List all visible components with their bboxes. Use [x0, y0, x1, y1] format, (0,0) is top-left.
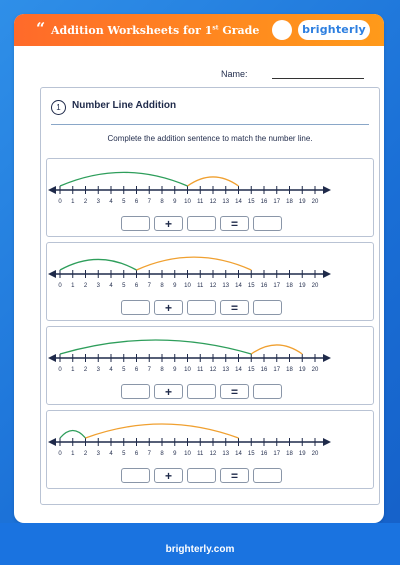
tick-label: 10 — [184, 283, 191, 289]
tick-label: 5 — [122, 283, 126, 289]
tick-label: 20 — [311, 283, 319, 289]
addend-2-input[interactable] — [187, 300, 216, 315]
tick-label: 7 — [147, 367, 151, 373]
tick-label: 1 — [71, 451, 75, 457]
right-arrow-icon — [323, 438, 331, 446]
problem-1 — [46, 158, 374, 237]
tick-label: 13 — [222, 367, 230, 373]
problem-2 — [46, 242, 374, 321]
tick-label: 0 — [58, 451, 62, 457]
tick-label: 7 — [147, 451, 151, 457]
left-arrow-icon — [48, 270, 56, 278]
worksheet-header — [14, 14, 384, 46]
equation-row — [121, 216, 321, 232]
tick-label: 19 — [298, 367, 306, 373]
name-label: Name: — [221, 69, 248, 79]
first-jump-arc — [60, 430, 86, 438]
tick-label: 20 — [311, 367, 319, 373]
tick-label: 6 — [134, 283, 139, 289]
tick-label: 3 — [96, 199, 100, 205]
equation-row — [121, 300, 321, 316]
second-jump-arc — [137, 257, 252, 270]
tick-label: 17 — [273, 283, 281, 289]
title-ordinal: st — [212, 24, 219, 32]
tick-label: 9 — [173, 367, 177, 373]
tick-label: 3 — [96, 367, 100, 373]
tick-label: 10 — [184, 199, 191, 205]
addend-2-input[interactable] — [187, 384, 216, 399]
tick-label: 15 — [247, 367, 255, 373]
tick-label: 17 — [273, 199, 281, 205]
tick-label: 16 — [260, 367, 268, 373]
sum-input[interactable] — [253, 216, 282, 231]
brand-logo: brighterly — [298, 20, 370, 40]
quote-icon: “ — [36, 19, 46, 38]
tick-label: 11 — [197, 283, 204, 289]
footer-link[interactable]: brighterly.com — [165, 544, 235, 555]
tick-label: 12 — [209, 199, 217, 205]
second-jump-arc — [86, 424, 239, 438]
section-divider — [51, 124, 369, 125]
title-end: Grade — [218, 24, 260, 37]
worksheet-page — [14, 14, 384, 523]
right-arrow-icon — [323, 270, 331, 278]
tick-label: 16 — [260, 283, 268, 289]
equals-sign: = — [220, 300, 249, 315]
right-arrow-icon — [323, 354, 331, 362]
tick-label: 18 — [286, 451, 293, 457]
header-circle-decoration — [272, 20, 292, 40]
second-jump-arc — [188, 177, 239, 186]
tick-label: 1 — [71, 283, 75, 289]
worksheet-title — [51, 24, 259, 37]
plus-sign: + — [154, 300, 183, 315]
tick-label: 9 — [173, 199, 177, 205]
title-main: Addition Worksheets for 1 — [51, 24, 213, 37]
left-arrow-icon — [48, 354, 56, 362]
tick-label: 2 — [83, 367, 88, 373]
tick-label: 4 — [109, 283, 113, 289]
tick-label: 19 — [298, 451, 306, 457]
tick-label: 0 — [58, 283, 62, 289]
tick-label: 6 — [134, 451, 139, 457]
exercise-panel — [40, 87, 380, 505]
section-title: Number Line Addition — [72, 100, 177, 111]
sum-input[interactable] — [253, 468, 282, 483]
number-line-2 — [47, 243, 375, 293]
tick-label: 1 — [71, 199, 75, 205]
tick-label: 8 — [160, 367, 164, 373]
tick-label: 5 — [122, 451, 126, 457]
equals-sign: = — [220, 216, 249, 231]
tick-label: 17 — [273, 451, 281, 457]
tick-label: 14 — [235, 367, 242, 373]
tick-label: 15 — [247, 451, 255, 457]
tick-label: 8 — [160, 283, 164, 289]
tick-label: 4 — [109, 199, 113, 205]
tick-label: 9 — [173, 451, 177, 457]
tick-label: 7 — [147, 199, 151, 205]
tick-label: 4 — [109, 451, 113, 457]
name-field[interactable] — [272, 78, 364, 79]
right-arrow-icon — [323, 186, 331, 194]
tick-label: 2 — [83, 451, 88, 457]
equation-row — [121, 468, 321, 484]
tick-label: 15 — [247, 283, 255, 289]
tick-label: 15 — [247, 199, 255, 205]
instructions-text: Complete the addition sentence to match the number line. — [107, 134, 313, 143]
tick-label: 18 — [286, 199, 293, 205]
tick-label: 1 — [71, 367, 75, 373]
section-number: 1 — [51, 100, 66, 115]
tick-label: 14 — [235, 283, 242, 289]
tick-label: 0 — [58, 199, 62, 205]
equals-sign: = — [220, 468, 249, 483]
first-jump-arc — [60, 340, 251, 354]
addend-1-input[interactable] — [121, 384, 150, 399]
equals-sign: = — [220, 384, 249, 399]
tick-label: 11 — [197, 367, 204, 373]
tick-label: 8 — [160, 451, 164, 457]
tick-label: 9 — [173, 283, 177, 289]
number-line-4 — [47, 411, 375, 461]
sum-input[interactable] — [253, 384, 282, 399]
tick-label: 16 — [260, 451, 268, 457]
number-line-1 — [47, 159, 375, 209]
tick-label: 12 — [209, 283, 217, 289]
tick-label: 13 — [222, 283, 230, 289]
tick-label: 20 — [311, 451, 319, 457]
left-arrow-icon — [48, 438, 56, 446]
tick-label: 11 — [197, 199, 204, 205]
addend-1-input[interactable] — [121, 216, 150, 231]
tick-label: 10 — [184, 451, 191, 457]
tick-label: 13 — [222, 451, 230, 457]
plus-sign: + — [154, 216, 183, 231]
tick-label: 8 — [160, 199, 164, 205]
tick-label: 7 — [147, 283, 151, 289]
addend-1-input[interactable] — [121, 300, 150, 315]
number-line-3 — [47, 327, 375, 377]
tick-label: 12 — [209, 451, 217, 457]
tick-label: 13 — [222, 199, 230, 205]
tick-label: 12 — [209, 367, 217, 373]
equation-row — [121, 384, 321, 400]
tick-label: 14 — [235, 451, 242, 457]
tick-label: 5 — [122, 199, 126, 205]
left-arrow-icon — [48, 186, 56, 194]
problem-4 — [46, 410, 374, 489]
tick-label: 16 — [260, 199, 268, 205]
tick-label: 3 — [96, 451, 100, 457]
tick-label: 6 — [134, 367, 139, 373]
tick-label: 18 — [286, 283, 293, 289]
plus-sign: + — [154, 468, 183, 483]
tick-label: 10 — [184, 367, 191, 373]
problem-3 — [46, 326, 374, 405]
plus-sign: + — [154, 384, 183, 399]
tick-label: 4 — [109, 367, 113, 373]
addend-2-input[interactable] — [187, 468, 216, 483]
sum-input[interactable] — [253, 300, 282, 315]
first-jump-arc — [60, 172, 188, 186]
tick-label: 18 — [286, 367, 293, 373]
tick-label: 17 — [273, 367, 281, 373]
first-jump-arc — [60, 259, 137, 270]
tick-label: 6 — [134, 199, 139, 205]
tick-label: 19 — [298, 283, 306, 289]
addend-2-input[interactable] — [187, 216, 216, 231]
addend-1-input[interactable] — [121, 468, 150, 483]
tick-label: 5 — [122, 367, 126, 373]
tick-label: 2 — [83, 283, 88, 289]
second-jump-arc — [251, 345, 302, 354]
tick-label: 14 — [235, 199, 242, 205]
tick-label: 2 — [83, 199, 88, 205]
tick-label: 20 — [311, 199, 319, 205]
tick-label: 3 — [96, 283, 100, 289]
tick-label: 0 — [58, 367, 62, 373]
tick-label: 19 — [298, 199, 306, 205]
tick-label: 11 — [197, 451, 204, 457]
